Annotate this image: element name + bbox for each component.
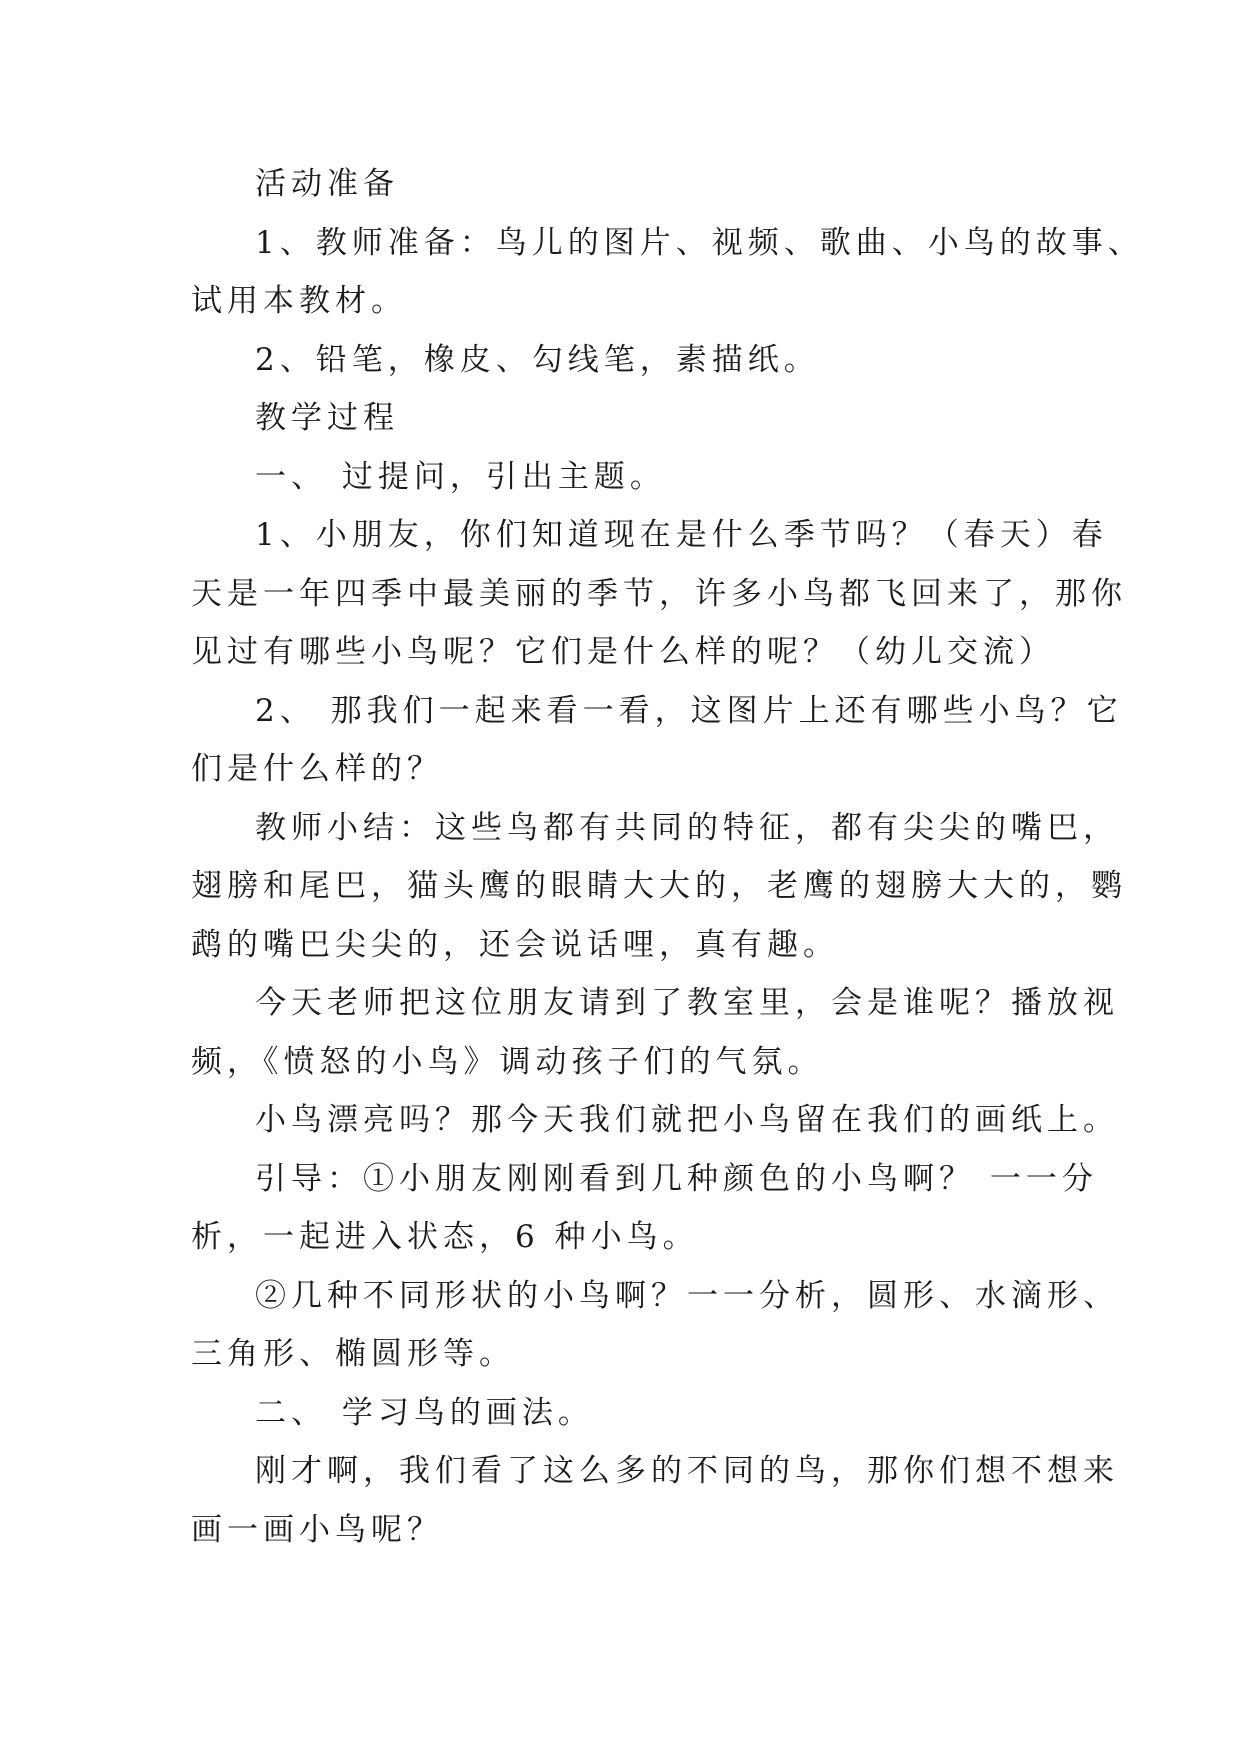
document-body: [191, 155, 1144, 1559]
paragraph-line: 1、小朋友，你们知道现在是什么季节吗？（春天）春: [255, 517, 1108, 553]
paragraph-line: 见过有哪些小鸟呢？它们是什么样的呢？（幼儿交流）: [191, 634, 1055, 670]
paragraph-line: 刚才啊，我们看了这么多的不同的鸟，那你们想不想来: [255, 1453, 1119, 1489]
paragraph-line: 2、 那我们一起来看一看，这图片上还有哪些小鸟？它: [255, 692, 1123, 729]
paragraph-line: 2、铅笔，橡皮、勾线笔，素描纸。: [255, 341, 820, 378]
paragraph-line: 二、 学习鸟的画法。: [255, 1394, 594, 1431]
paragraph-line: 教师小结：这些鸟都有共同的特征，都有尖尖的嘴巴，: [255, 809, 1119, 846]
paragraph-line: 天是一年四季中最美丽的季节，许多小鸟都飞回来了，那你: [191, 575, 1127, 612]
paragraph-line: 试用本教材。: [191, 283, 407, 319]
paragraph-line: 三角形、椭圆形等。: [191, 1336, 515, 1372]
paragraph-line: 小鸟漂亮吗？那今天我们就把小鸟留在我们的画纸上。: [255, 1102, 1119, 1138]
paragraph-line: 翅膀和尾巴，猫头鹰的眼睛大大的，老鹰的翅膀大大的，鹦: [191, 868, 1127, 904]
paragraph-line: 教学过程: [255, 400, 399, 436]
paragraph-line: 们是什么样的？: [191, 751, 443, 787]
paragraph-line: 画一画小鸟呢？: [191, 1511, 443, 1548]
paragraph-line: 1、教师准备：鸟儿的图片、视频、歌曲、小鸟的故事、: [255, 224, 1144, 261]
paragraph-line: 析，一起进入状态，6 种小鸟。: [191, 1219, 699, 1255]
paragraph-line: 鹉的嘴巴尖尖的，还会说话哩，真有趣。: [191, 926, 839, 963]
paragraph-line: ②几种不同形状的小鸟啊？一一分析，圆形、水滴形、: [255, 1277, 1119, 1314]
paragraph-line: 频，《愤怒的小鸟》调动孩子们的气氛。: [191, 1043, 824, 1080]
paragraph-line: 引导：①小朋友刚刚看到几种颜色的小鸟啊？ 一一分: [255, 1160, 1098, 1197]
paragraph-line: 今天老师把这位朋友请到了教室里，会是谁呢？播放视: [255, 985, 1119, 1021]
paragraph-line: 活动准备: [255, 166, 399, 202]
paragraph-line: 一、 过提问，引出主题。: [255, 458, 666, 495]
